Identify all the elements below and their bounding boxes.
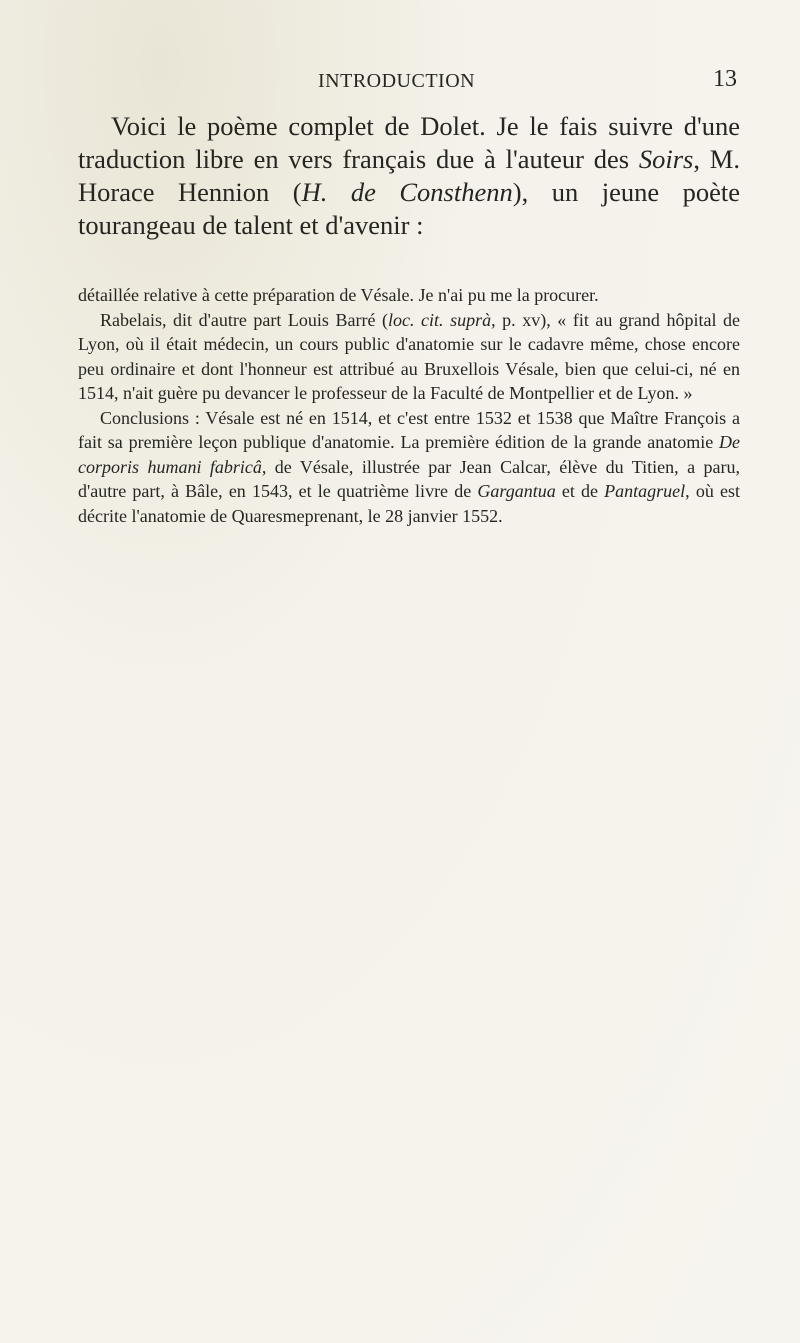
footnote-text: détaillée relative à cette préparation de Vésale. Je n'ai pu me la procurer.	[78, 285, 599, 305]
main-text-segment: ), un jeune poète tourangeau de talent et d'avenir :	[78, 177, 740, 240]
footnote-paragraph-conclusions	[78, 406, 740, 529]
work-title-fabrica: De corporis humani fabricâ	[78, 432, 740, 477]
footnote-text: et de	[555, 481, 605, 501]
footnote-continuation	[78, 283, 740, 308]
footnote-text: Conclusions : Vésale est né en 1514, et c'est entre 1532 et 1538 que Maître François a fait sa première leçon publique d'anatomie. La première édition de la grande anatomie	[78, 407, 740, 452]
work-title-pantagruel: Pantagruel	[604, 481, 686, 501]
running-head	[0, 66, 800, 100]
footnote-text: Rabelais, dit d'autre part Louis Barré (	[100, 309, 388, 330]
footnote-text: , p. xv), « fit au grand hôpital de Lyon, où il était médecin, un cours public d'anatomie sur le cadavre même, chose encore peu ordinaire et dont l'honneur est attribué au Bruxellois Vésale, bien que celui-ci, né en 1514, n'ait guère pu devancer le professeur de la Faculté de Montpellier et de Lyon. »	[78, 309, 740, 403]
footnote	[78, 283, 740, 528]
running-title: INTRODUCTION	[318, 70, 476, 92]
citation-reference: loc. cit. suprà	[388, 309, 492, 330]
main-text-segment: , M. Horace Hennion (	[78, 144, 740, 207]
page-number: 13	[713, 66, 737, 92]
footnote-text: , de Vésale, illustrée par Jean Calcar, élève du Titien, a paru, d'autre part, à Bâle, en 1543, et le quatrième livre de	[78, 456, 740, 501]
main-paragraph	[78, 110, 740, 242]
footnote-text: , où est décrite l'anatomie de Quaresmeprenant, le 28 janvier 1552.	[78, 481, 740, 526]
footnote-paragraph-rabelais	[78, 308, 740, 406]
work-title-soirs: Soirs	[638, 144, 694, 174]
work-title-gargantua: Gargantua	[477, 481, 556, 501]
pseudonym: H. de Consthenn	[301, 177, 513, 207]
main-text-segment: Voici le poème complet de Dolet. Je le fais suivre d'une traduction libre en vers français due à l'auteur des	[78, 111, 740, 174]
